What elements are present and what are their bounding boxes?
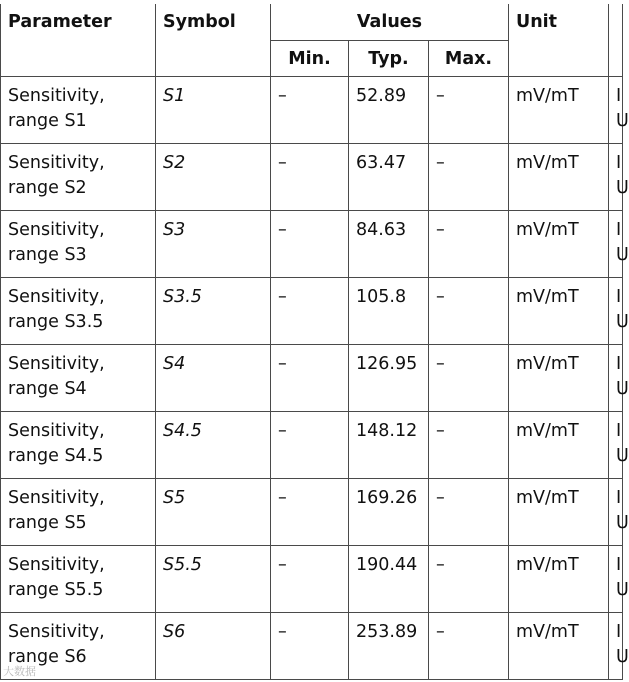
note-line2: U xyxy=(616,579,629,600)
max-cell: – xyxy=(429,478,509,545)
symbol-cell: S3 xyxy=(156,210,271,277)
note-line2: U xyxy=(616,177,629,198)
table-row-5 xyxy=(1,344,623,411)
parameter-cell xyxy=(1,210,156,277)
typ-cell: 84.63 xyxy=(349,210,429,277)
note-line1: I xyxy=(616,487,622,508)
typ-cell: 148.12 xyxy=(349,411,429,478)
parameter-line1: Sensitivity, xyxy=(8,85,105,106)
header-max: Max. xyxy=(429,40,509,76)
symbol-cell: S3.5 xyxy=(156,277,271,344)
max-cell: – xyxy=(429,344,509,411)
parameter-line2: range S4.5 xyxy=(8,445,104,466)
parameter-cell xyxy=(1,344,156,411)
typ-cell: 52.89 xyxy=(349,76,429,143)
parameter-cell xyxy=(1,143,156,210)
min-cell: – xyxy=(271,76,349,143)
parameter-line2: range S6 xyxy=(8,646,87,667)
parameter-cell xyxy=(1,277,156,344)
table-row-3 xyxy=(1,210,623,277)
table-row-1 xyxy=(1,76,623,143)
min-cell: – xyxy=(271,344,349,411)
note-cell xyxy=(609,277,629,344)
parameter-line2: range S5 xyxy=(8,512,87,533)
unit-cell: mV/mT xyxy=(509,210,609,277)
parameter-line1: Sensitivity, xyxy=(8,353,105,374)
unit-cell: mV/mT xyxy=(509,411,609,478)
typ-cell: 126.95 xyxy=(349,344,429,411)
note-cell xyxy=(609,76,629,143)
note-line2: U xyxy=(616,311,629,332)
table-row-9 xyxy=(1,612,623,679)
min-cell: – xyxy=(271,210,349,277)
note-line1: I xyxy=(616,353,622,374)
note-cell xyxy=(609,344,629,411)
typ-cell: 169.26 xyxy=(349,478,429,545)
table-row-8 xyxy=(1,545,623,612)
unit-cell: mV/mT xyxy=(509,277,609,344)
note-cell xyxy=(609,612,629,679)
note-line1: I xyxy=(616,219,622,240)
parameter-line2: range S3 xyxy=(8,244,87,265)
parameter-cell xyxy=(1,411,156,478)
note-line1: I xyxy=(616,286,622,307)
note-cell xyxy=(609,143,629,210)
note-line2: U xyxy=(616,244,629,265)
symbol-cell: S1 xyxy=(156,76,271,143)
max-cell: – xyxy=(429,210,509,277)
max-cell: – xyxy=(429,76,509,143)
note-line2: U xyxy=(616,378,629,399)
parameter-line1: Sensitivity, xyxy=(8,621,105,642)
table-row-6 xyxy=(1,411,623,478)
symbol-cell: S4 xyxy=(156,344,271,411)
unit-cell: mV/mT xyxy=(509,478,609,545)
unit-cell: mV/mT xyxy=(509,344,609,411)
parameter-cell xyxy=(1,478,156,545)
min-cell: – xyxy=(271,545,349,612)
note-line2: U xyxy=(616,646,629,667)
symbol-cell: S6 xyxy=(156,612,271,679)
note-line1: I xyxy=(616,152,622,173)
symbol-cell: S4.5 xyxy=(156,411,271,478)
note-line1: I xyxy=(616,554,622,575)
symbol-cell: S5 xyxy=(156,478,271,545)
parameter-line2: range S5.5 xyxy=(8,579,104,600)
min-cell: – xyxy=(271,411,349,478)
typ-cell: 190.44 xyxy=(349,545,429,612)
header-parameter: Parameter xyxy=(1,4,156,76)
parameter-line2: range S3.5 xyxy=(8,311,104,332)
max-cell: – xyxy=(429,411,509,478)
max-cell: – xyxy=(429,143,509,210)
parameter-line2: range S4 xyxy=(8,378,87,399)
typ-cell: 63.47 xyxy=(349,143,429,210)
max-cell: – xyxy=(429,612,509,679)
note-cell xyxy=(609,478,629,545)
sensitivity-table xyxy=(0,4,629,680)
note-line1: I xyxy=(616,621,622,642)
unit-cell: mV/mT xyxy=(509,76,609,143)
table-row-2 xyxy=(1,143,623,210)
parameter-line2: range S2 xyxy=(8,177,87,198)
watermark: 大数据 xyxy=(3,665,36,678)
parameter-line1: Sensitivity, xyxy=(8,487,105,508)
note-line2: U xyxy=(616,110,629,131)
max-cell: – xyxy=(429,277,509,344)
parameter-line1: Sensitivity, xyxy=(8,219,105,240)
parameter-line1: Sensitivity, xyxy=(8,420,105,441)
note-cell xyxy=(609,411,629,478)
parameter-cell xyxy=(1,76,156,143)
parameter-line1: Sensitivity, xyxy=(8,152,105,173)
table-row-4 xyxy=(1,277,623,344)
min-cell: – xyxy=(271,478,349,545)
max-cell: – xyxy=(429,545,509,612)
typ-cell: 253.89 xyxy=(349,612,429,679)
unit-cell: mV/mT xyxy=(509,612,609,679)
header-min: Min. xyxy=(271,40,349,76)
parameter-line2: range S1 xyxy=(8,110,87,131)
header-unit: Unit xyxy=(509,4,609,76)
parameter-cell xyxy=(1,545,156,612)
unit-cell: mV/mT xyxy=(509,545,609,612)
note-cell xyxy=(609,545,629,612)
table-row-7 xyxy=(1,478,623,545)
header-row-primary xyxy=(1,4,623,40)
min-cell: – xyxy=(271,612,349,679)
header-typ: Typ. xyxy=(349,40,429,76)
symbol-cell: S5.5 xyxy=(156,545,271,612)
parameter-line1: Sensitivity, xyxy=(8,286,105,307)
note-line2: U xyxy=(616,445,629,466)
note-cell xyxy=(609,210,629,277)
table-body xyxy=(1,76,629,679)
unit-cell: mV/mT xyxy=(509,143,609,210)
note-line1: I xyxy=(616,85,622,106)
min-cell: – xyxy=(271,277,349,344)
header-values: Values xyxy=(271,4,509,40)
note-line2: U xyxy=(616,512,629,533)
note-line1: I xyxy=(616,420,622,441)
typ-cell: 105.8 xyxy=(349,277,429,344)
symbol-cell: S2 xyxy=(156,143,271,210)
header-symbol: Symbol xyxy=(156,4,271,76)
header-note xyxy=(609,4,623,76)
min-cell: – xyxy=(271,143,349,210)
parameter-line1: Sensitivity, xyxy=(8,554,105,575)
